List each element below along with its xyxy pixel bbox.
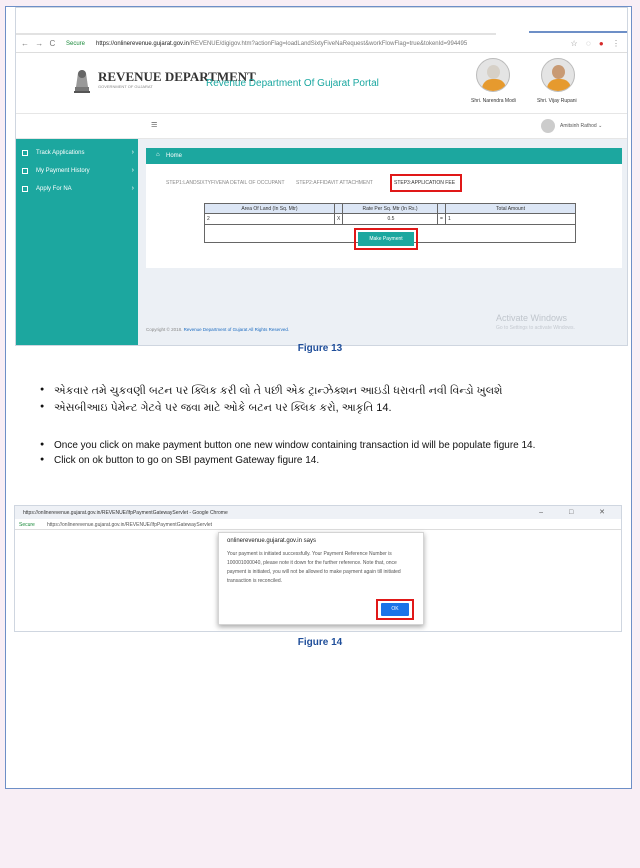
- avatar-narendra-modi: [476, 58, 510, 92]
- chevron-right-icon: ›: [131, 185, 134, 192]
- equals-sign: =: [438, 214, 446, 225]
- highlight-box-make-payment: [354, 228, 418, 250]
- browser-address-bar[interactable]: [16, 36, 628, 53]
- english-instructions: [40, 440, 535, 470]
- list-icon: [22, 186, 28, 192]
- brand-subtitle: GOVERNMENT OF GUJARAT: [98, 84, 153, 89]
- user-menu[interactable]: Amitsinh Rathod ⌄: [560, 123, 603, 129]
- gujarati-instructions: [40, 385, 503, 419]
- breadcrumb: [146, 148, 622, 164]
- payment-alert-dialog: [218, 532, 424, 625]
- window-controls-icon[interactable]: – □ ✕: [539, 509, 617, 516]
- list-icon: [22, 150, 28, 156]
- dialog-title: onlinerevenue.gujarat.gov.in says: [227, 538, 316, 544]
- browser-tab-strip: [16, 8, 628, 36]
- sidebar-item-payment-history[interactable]: My Payment History ›: [22, 165, 134, 179]
- list-item: ● Once you click on make payment button one new window containing transaction id will be populate figure 14.: [40, 440, 535, 451]
- address-url[interactable]: https://onlinerevenue.gujarat.gov.in/REVENUE/digigov.htm?actionFlag=loadLandSixtyFiveNaRequest&workFlowFlag=true&tokenId=994495: [96, 41, 468, 47]
- total-value: 1: [446, 214, 576, 225]
- tab-step1[interactable]: STEP1:LANDSIXTYFIVENA DETAIL OF OCCUPANT: [166, 180, 285, 186]
- state-emblem-icon: [71, 65, 93, 95]
- browser-toolbar-icons[interactable]: ☆ ◌ ● ⋮: [570, 39, 623, 48]
- hamburger-menu-icon[interactable]: ≡: [151, 119, 158, 131]
- col-area: Area Of Land (In Sq. Mtr): [205, 204, 335, 214]
- brand-title: REVENUE DEPARTMENT: [98, 69, 256, 84]
- application-fee-panel: [146, 148, 622, 268]
- list-item: ● Click on ok button to go on SBI payment Gateway figure 14.: [40, 455, 535, 466]
- app-topbar: [16, 113, 628, 139]
- card-icon: [22, 168, 28, 174]
- nav-arrows-icon[interactable]: ← → C: [21, 39, 58, 48]
- sidebar: [16, 139, 138, 346]
- col-total: Total Amount: [446, 204, 576, 214]
- dialog-message: Your payment is initiated successfully. Your Payment Reference Number is 100001000040, please note it down for the further reference. Note that, once payment is initiated, you will not be allowed to make payment again till initiated transaction is reconciled.: [227, 551, 401, 584]
- col-rate: Rate Per Sq. Mtr (In Rs.): [343, 204, 438, 214]
- home-icon: ⌂: [156, 152, 160, 158]
- avatar-vijay-rupani: [541, 58, 575, 92]
- user-avatar-icon[interactable]: [541, 119, 555, 133]
- avatar-name-2: Shri. Vijay Rupani: [537, 98, 577, 104]
- windows-watermark-sub: Go to Settings to activate Windows.: [496, 325, 575, 331]
- popup-address-bar: [15, 519, 622, 530]
- figure-14-screenshot: [14, 505, 622, 632]
- list-item: ● એકવાર તમે ચુકવણી બટન પર ક્લિક કરી લો તે પછી એક ટ્રાન્ઝેક્શન આઇડી ધરાવતી નવી વિન્ડો ખુલશે: [40, 385, 503, 398]
- tab-step2[interactable]: STEP2:AFFIDAVIT ATTACHMENT: [296, 180, 373, 186]
- window-titlebar: [15, 506, 622, 519]
- figure-14-caption: Figure 14: [297, 637, 343, 648]
- highlight-box-ok: [376, 599, 414, 620]
- chevron-right-icon: ›: [131, 149, 134, 156]
- list-item: ● એસબીઆઇ પેમેન્ટ ગેટવે પર જવા માટે ઓકે બટન પર ક્લિક કરો, આકૃતિ 14.: [40, 402, 503, 415]
- chevron-right-icon: ›: [131, 167, 134, 174]
- area-value: 2: [205, 214, 335, 225]
- window-title: https://onlinerevenue.gujarat.gov.in/REVENUE/IfpPaymentGatewayServlet - Google Chrome: [23, 510, 228, 516]
- portal-header: [16, 53, 628, 113]
- figure-13-screenshot: [15, 7, 628, 346]
- ok-button[interactable]: OK: [381, 603, 409, 616]
- highlight-box-step3: [390, 174, 462, 192]
- breadcrumb-home[interactable]: Home: [166, 153, 183, 159]
- sidebar-item-apply-for-na[interactable]: Apply For NA ›: [22, 183, 134, 197]
- times-sign: X: [335, 214, 343, 225]
- tab-step3[interactable]: STEP3:APPLICATION FEE: [394, 180, 456, 186]
- make-payment-button[interactable]: Make Payment: [358, 232, 414, 246]
- portal-title: Revenue Department Of Gujarat Portal: [206, 78, 379, 89]
- windows-watermark: Activate Windows: [496, 313, 568, 323]
- avatar-name-1: Shri. Narendra Modi: [471, 98, 516, 104]
- sidebar-item-track-applications[interactable]: Track Applications ›: [22, 147, 134, 161]
- secure-label: Secure: [19, 522, 35, 528]
- table-row: [205, 214, 576, 225]
- copyright: Copyright © 2018. Revenue Department of Gujarat All Rights Reserved.: [146, 327, 290, 332]
- rate-value: 0.5: [343, 214, 438, 225]
- secure-label: Secure: [66, 41, 86, 47]
- figure-13-caption: Figure 13: [297, 343, 343, 354]
- popup-url: https://onlinerevenue.gujarat.gov.in/REVENUE/IfpPaymentGatewayServlet: [47, 522, 212, 528]
